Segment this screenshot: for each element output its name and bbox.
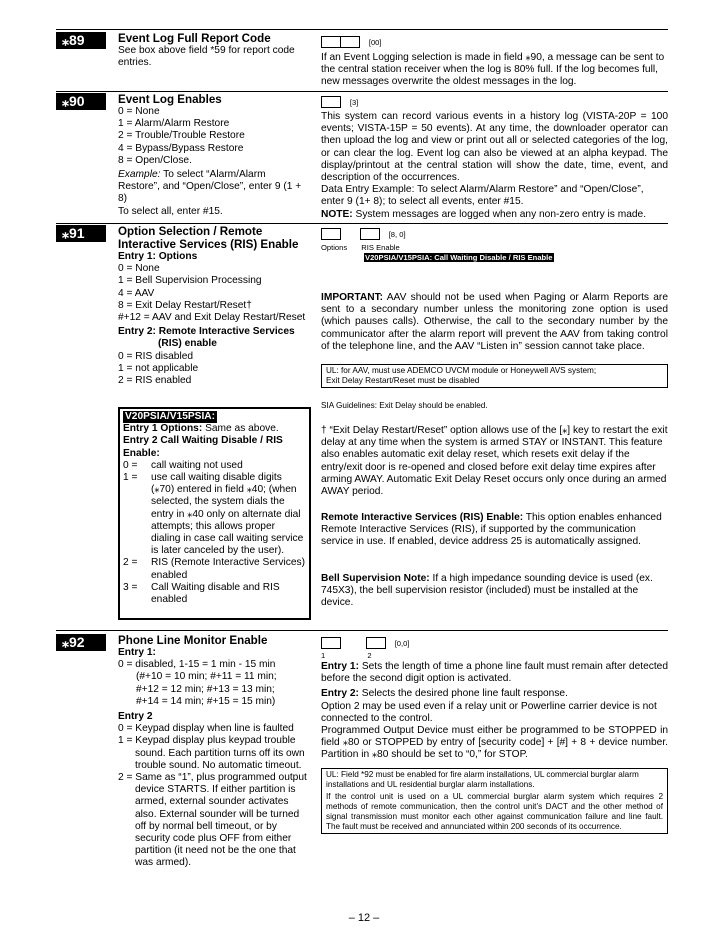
- field-92-entry2: Entry 2: [118, 711, 153, 723]
- sia-guidelines: SIA Guidelines: Exit Delay should be enabled.: [321, 401, 488, 410]
- field-91-opt: 1 = Bell Supervision Processing: [118, 275, 262, 287]
- field-92-entry1-desc: Entry 1: Sets the length of time a phone line fault must remain after detected before the second digit option is activated.: [321, 661, 668, 685]
- important-text: AAV should not be used when Paging or Alarm Reports are sent to a secondary number unless the monitoring zone option is used (which pauses calls). Otherwise, the call to the secondary number by the communicator after the alarm report will prevent the AAV from taking control of the telephone line, and the AAV “Listen in” session cannot take place.: [321, 292, 668, 352]
- entry-box[interactable]: [321, 228, 341, 240]
- field-92-entry1-first: 0 = disabled, 1-15 = 1 min - 15 min: [118, 659, 276, 671]
- field-92-entry: [321, 637, 668, 651]
- v20psia-item: 2 = RIS (Remote Interactive Services) enabled: [123, 557, 305, 581]
- field-89-text: If an Event Logging selection is made in field ⁎90, a message can be sent to the central station receiver when the log is 80% full. If the log becomes full, new messages overwrite the oldest messages in the log.: [321, 52, 665, 88]
- v20psia-item: 3 = Call Waiting disable and RIS enabled: [123, 581, 280, 606]
- options-label: Options: [321, 243, 348, 252]
- divider: [56, 223, 668, 224]
- bell-supervision-note: [321, 573, 668, 610]
- field-92-prog-output: Programmed Output Device must either be programmed to be STOPPED in field ⁎80 or STOPPED by entry of [security code] + [#] + 8 + device number. Partition in ⁎80 should be set to “0,” for STOP.: [321, 725, 668, 761]
- ris-note-text: This option enables enhanced Remote Interactive Services (RIS), if supported by the communication service in use. If enabled, device address 25 is automatically assigned.: [321, 512, 662, 548]
- field-90-opt: 4 = Bypass/Bypass Restore: [118, 142, 244, 154]
- field-92-left: [118, 634, 310, 870]
- field-89-entry: [321, 36, 668, 52]
- divider: [56, 91, 668, 92]
- field-92-entry1-line: #+14 = 14 min; #+15 = 15 min): [136, 695, 276, 707]
- divider: [56, 630, 668, 631]
- field-92-right: [321, 637, 668, 762]
- field-91-title: Option Selection / Remote Interactive Services (RIS) Enable: [118, 225, 299, 251]
- field-91-opt: #+12 = AAV and Exit Delay Restart/Reset: [118, 312, 306, 324]
- field-91-opt: 4 = AAV: [118, 287, 155, 299]
- field-89-desc: See box above field *59 for report code entries.: [118, 45, 295, 69]
- field-90-opt: 2 = Trouble/Trouble Restore: [118, 130, 245, 142]
- v20psia-entry1-text: Same as above.: [205, 423, 279, 435]
- field-89-title: Event Log Full Report Code: [118, 32, 271, 45]
- field-91-labels: [321, 243, 668, 253]
- field-89-left: [118, 32, 310, 69]
- v20psia-item: 1 = use call waiting disable digits (⁎70) entered in field ⁎40; (when selected, the system dials the entry in ⁎40 only on alternate dial attempts; this allows proper dialing in case call waiting service is later canceled by the user).: [123, 472, 304, 557]
- field-89-right: [321, 36, 668, 89]
- field-90-text: This system can record various events in a history log (VISTA-20P = 100 events; VISTA-15P = 50 events). At any time, the downloader operator can then upload the log and view or print out all or selected categories of the log, or can clear the log. Event log can also be viewed at an alpha keypad. The display/printout at the central station will show the date, time, event, and description of the occurrences.: [321, 111, 668, 184]
- entry-box[interactable]: [360, 228, 380, 240]
- field-91-tag: ⁎91: [56, 225, 106, 242]
- divider: [56, 29, 668, 30]
- digit-2-label: 2: [367, 651, 372, 660]
- field-91-opt: 2 = RIS enabled: [118, 375, 192, 387]
- field-90-left: [118, 93, 310, 218]
- field-90-title: Event Log Enables: [118, 93, 222, 106]
- field-90-opt: 1 = Alarm/Alarm Restore: [118, 118, 230, 130]
- field-91-default: [8, 0]: [388, 229, 406, 239]
- field-92-entry2-item: 0 = Keypad display when line is faulted: [118, 723, 294, 735]
- v20psia-box-title: V20PSIA/V15PSIA:: [125, 411, 216, 422]
- entry-box[interactable]: [341, 36, 360, 48]
- field-91-entry: [321, 228, 668, 243]
- field-92-option2: Option 2 may be used even if a relay unit or Powerline carrier device is not connected to the control.: [321, 700, 657, 724]
- field-90-entry: [321, 96, 668, 111]
- field-89-tag: ⁎89: [56, 32, 106, 49]
- field-90-example: [118, 169, 310, 206]
- note-label: NOTE:: [321, 208, 353, 220]
- field-91-important: [321, 292, 668, 353]
- v20psia-box: [118, 407, 311, 620]
- field-90-opt: 8 = Open/Close.: [118, 154, 192, 166]
- entry-box[interactable]: [366, 637, 386, 649]
- field-90-right: [321, 96, 668, 221]
- v20psia-entry1-label: Entry 1 Options:: [123, 423, 203, 435]
- field-92-entry2-desc: Entry 2: Selects the desired phone line fault response.: [321, 688, 568, 700]
- ris-note-label: Remote Interactive Services (RIS) Enable:: [321, 512, 524, 523]
- ris-label: RIS Enable: [361, 243, 400, 252]
- field-92-entry1: Entry 1:: [118, 647, 156, 658]
- entry-box[interactable]: [321, 36, 341, 48]
- field-91-opt: 1 = not applicable: [118, 362, 199, 374]
- ris-note: [321, 512, 668, 549]
- field-90-tag: ⁎90: [56, 93, 106, 110]
- field-92-digit-labels: [321, 651, 668, 661]
- page-number: – 12 –: [348, 912, 380, 924]
- field-91-opt: 0 = None: [118, 263, 160, 275]
- field-90-select-all: To select all, enter #15.: [118, 205, 223, 217]
- exit-delay-note: † “Exit Delay Restart/Reset” option allows use of the [⁎] key to restart the exit delay at any time when the system is armed STAY or INSTANT. This feature also enables automatic exit delay reset, which resets exit delay if the entry/exit door is re-opened and closed before exit delay time expires after arming AWAY. Automatic Exit Delay Reset occurs only once during an armed AWAY period.: [321, 425, 668, 498]
- bell-note-label: Bell Supervision Note:: [321, 573, 430, 584]
- field-91-v20-note: V20PSIA/V15PSIA: Call Waiting Disable / RIS Enable: [365, 253, 553, 262]
- note-text: System messages are logged when any non-zero entry is made.: [355, 208, 647, 220]
- field-92-entry1-line: (#+10 = 10 min; #+11 = 11 min;: [136, 671, 277, 683]
- field-91-entry1: Entry 1: Options: [118, 251, 198, 262]
- field-91-opt: 8 = Exit Delay Restart/Reset†: [118, 299, 252, 311]
- ul-note-aav: UL: for AAV, must use ADEMCO UVCM module or Honeywell AVS system; Exit Delay Restart/Reset must be disabled: [321, 364, 668, 388]
- example-label: Example:: [118, 169, 161, 181]
- field-91-entry2: Entry 2: Remote Interactive Services (RIS) enable: [118, 326, 295, 350]
- digit-1-label: 1: [321, 651, 326, 660]
- field-92-entry2-item: 2 = Same as “1”, plus programmed output device STARTS. If either partition is armed, external sounder activates also. External sounder will be turned off by normal bell timeout, or by security code plus OFF from either partition (it need not be the one that was armed).: [118, 772, 307, 869]
- field-90-opt: 0 = None: [118, 106, 160, 117]
- field-92-tag: ⁎92: [56, 634, 106, 651]
- field-90-data-entry: Data Entry Example: To select Alarm/Alarm Restore” and “Open/Close”, enter 9 (1+ 8); to select all events, enter #15.: [321, 184, 644, 208]
- ul-note-phone-line: UL: Field *92 must be enabled for fire alarm installations, UL commercial burglar alarm installations and UL residential burglar alarm installations. If the control unit is used on a UL commercial burglar alarm system which requires 2 methods of remote communication, then the control unit’s DACT and the other method of signal transmission must monitor each other against communication failure and line fault. The fault must be received and annunciated within 200 seconds of its occurrence.: [321, 768, 668, 834]
- field-91-right: [321, 228, 668, 262]
- field-91-opt: 0 = RIS disabled: [118, 350, 194, 362]
- field-90-note: [321, 209, 668, 221]
- entry-box[interactable]: [321, 96, 341, 108]
- v20psia-entry1: [123, 423, 306, 435]
- field-92-title: Phone Line Monitor Enable: [118, 634, 268, 647]
- field-89-default: [00]: [368, 37, 382, 47]
- v20psia-item: 0 = call waiting not used: [123, 459, 243, 471]
- v20psia-entry2-label: Entry 2 Call Waiting Disable / RIS Enable:: [123, 435, 283, 459]
- field-92-default: [0,0]: [394, 638, 410, 648]
- field-92-entry1-line: #+12 = 12 min; #+13 = 13 min;: [136, 683, 275, 695]
- example-text: To select “Alarm/Alarm Restore”, and “Open/Close”, enter 9 (1 + 8): [118, 169, 302, 205]
- field-91-left: [118, 225, 310, 387]
- entry-box[interactable]: [321, 637, 341, 649]
- important-label: IMPORTANT:: [321, 292, 384, 303]
- bell-note-text: If a high impedance sounding device is used (ex. 745X3), the bell supervision resistor (included) must be installed at the device.: [321, 573, 653, 609]
- field-92-entry2-item: 1 = Keypad display plus keypad trouble sound. Each partition turns off its own trouble sound. No automatic timeout.: [118, 735, 305, 771]
- field-90-default: [3]: [349, 97, 359, 107]
